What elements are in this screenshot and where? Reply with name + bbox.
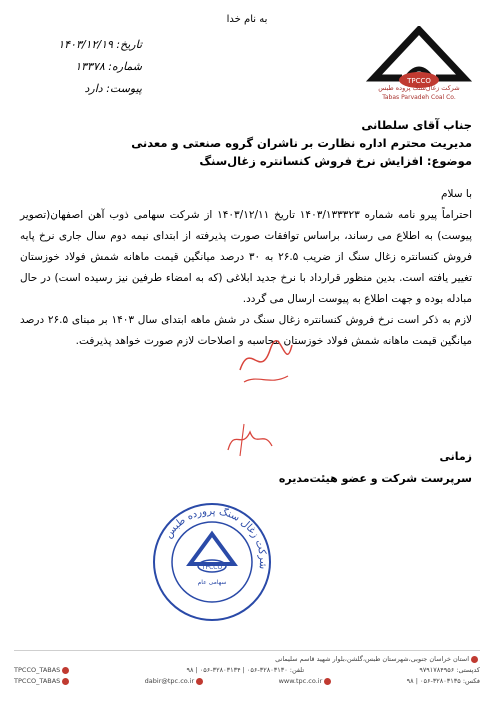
- attachment-row: پیوست: دارد: [84, 82, 142, 95]
- email-icon: [196, 678, 203, 685]
- red-annotation-icon: [230, 330, 300, 390]
- instagram-icon: [62, 667, 69, 674]
- stamp-center-text: TPCCO: [201, 564, 223, 571]
- recipient: جناب آقای سلطانی: [361, 118, 472, 132]
- logo-text: TPCCO: [407, 77, 431, 85]
- date-row: تاریخ: ۱۴۰۳/۱۲/۱۹: [58, 38, 142, 51]
- bismillah: به نام خدا: [226, 14, 268, 25]
- footer-social-2: TPCCO_TABAS: [14, 676, 71, 687]
- stamp-ring-text: شرکت زغال سنگ پرورده طبس: [163, 505, 269, 570]
- company-stamp-icon: [150, 500, 274, 624]
- letter-body: [20, 184, 472, 352]
- footer-email[interactable]: dabir@tpc.co.ir: [145, 676, 206, 687]
- footer-divider: [14, 650, 480, 651]
- footer-address: استان خراسان جنوبی،شهرستان طبس،گلشن،بلوار شهید قاسم سلیمانی: [275, 654, 480, 665]
- paragraph-1: احتراماً پیرو نامه شماره ۱۴۰۳/۱۳۳۳۲۳ تاریخ ۱۴۰۳/۱۲/۱۱ از شرکت سهامی ذوب آهن اصفهان(تصویر پیوست) به اطلاع می رساند، براساس توافقات صورت پذیرفته از ابتدای نیمه دوم سال جاری نرخ پایه فروش کنسانتره زغال سنگ از ضریب ۲۶.۵ به ۳۰ درصد میانگین قیمت ماهانه شمش فولاد خوزستان تغییر یافته است. بدین منظور قرارداد با نرخ جدید ابلاغی (که به امضاء طرفین نیز رسیده است) در حال مبادله بوده و جهت اطلاع به پیوست ارسال می گردد.: [20, 209, 473, 305]
- department: مدیریت محترم اداره نظارت بر ناشران گروه صنعتی و معدنی: [131, 136, 472, 150]
- company-name-en: Tabas Parvadeh Coal Co.: [382, 94, 456, 101]
- paragraph-2: لازم به ذکر است نرخ فروش کنسانتره زغال سنگ در شش ماهه ابتدای سال ۱۴۰۳ بر مبنای ۲۶.۵ درصد میانگین قیمت ماهانه شمش فولاد خوزستان محاسبه و اصلاحات لازم صورت خواهد پذیرفت.: [20, 314, 472, 347]
- signature-block: [252, 446, 472, 490]
- footer-social-1: TPCCO_TABAS: [14, 665, 71, 676]
- footer-phone: تلفن: ۳۲۸۰۳۱۳۰-۰۵۶ | ۳۲۸۰۳۱۳۴-۰۵۶ | ۹۸: [186, 666, 305, 674]
- greeting: با سلام: [440, 188, 472, 200]
- footer-postal: کدپستی: ۹۷۹۱۷۸۴۹۵۶: [419, 666, 480, 674]
- stamp-bottom-text: سهامی عام: [197, 579, 227, 586]
- footer: [14, 654, 480, 687]
- number-value: ۱۳۳۷۸: [75, 60, 105, 73]
- signer-title: سرپرست شرکت و عضو هیئت‌مدیره: [278, 472, 472, 485]
- telegram-icon: [62, 678, 69, 685]
- number-row: شماره: ۱۳۳۷۸: [75, 60, 142, 73]
- footer-fax: فکس: ۳۲۸۰۳۱۳۵-۰۵۶ | ۹۸: [406, 677, 480, 685]
- footer-web[interactable]: www.tpc.co.ir: [279, 676, 334, 687]
- company-name-fa: شرکت زغال‌سنگ پروده طبس: [378, 84, 460, 92]
- letter-meta: [22, 34, 142, 100]
- location-icon: [471, 656, 478, 663]
- attachment-value: دارد: [84, 82, 103, 95]
- signer-name: زمانی: [439, 450, 472, 463]
- subject: موضوع: افزایش نرخ فروش کنسانتره زغال‌سنگ: [199, 154, 472, 168]
- date-value: ۱۴۰۳/۱۲/۱۹: [58, 38, 113, 51]
- address-block: [20, 116, 472, 170]
- web-icon: [324, 678, 331, 685]
